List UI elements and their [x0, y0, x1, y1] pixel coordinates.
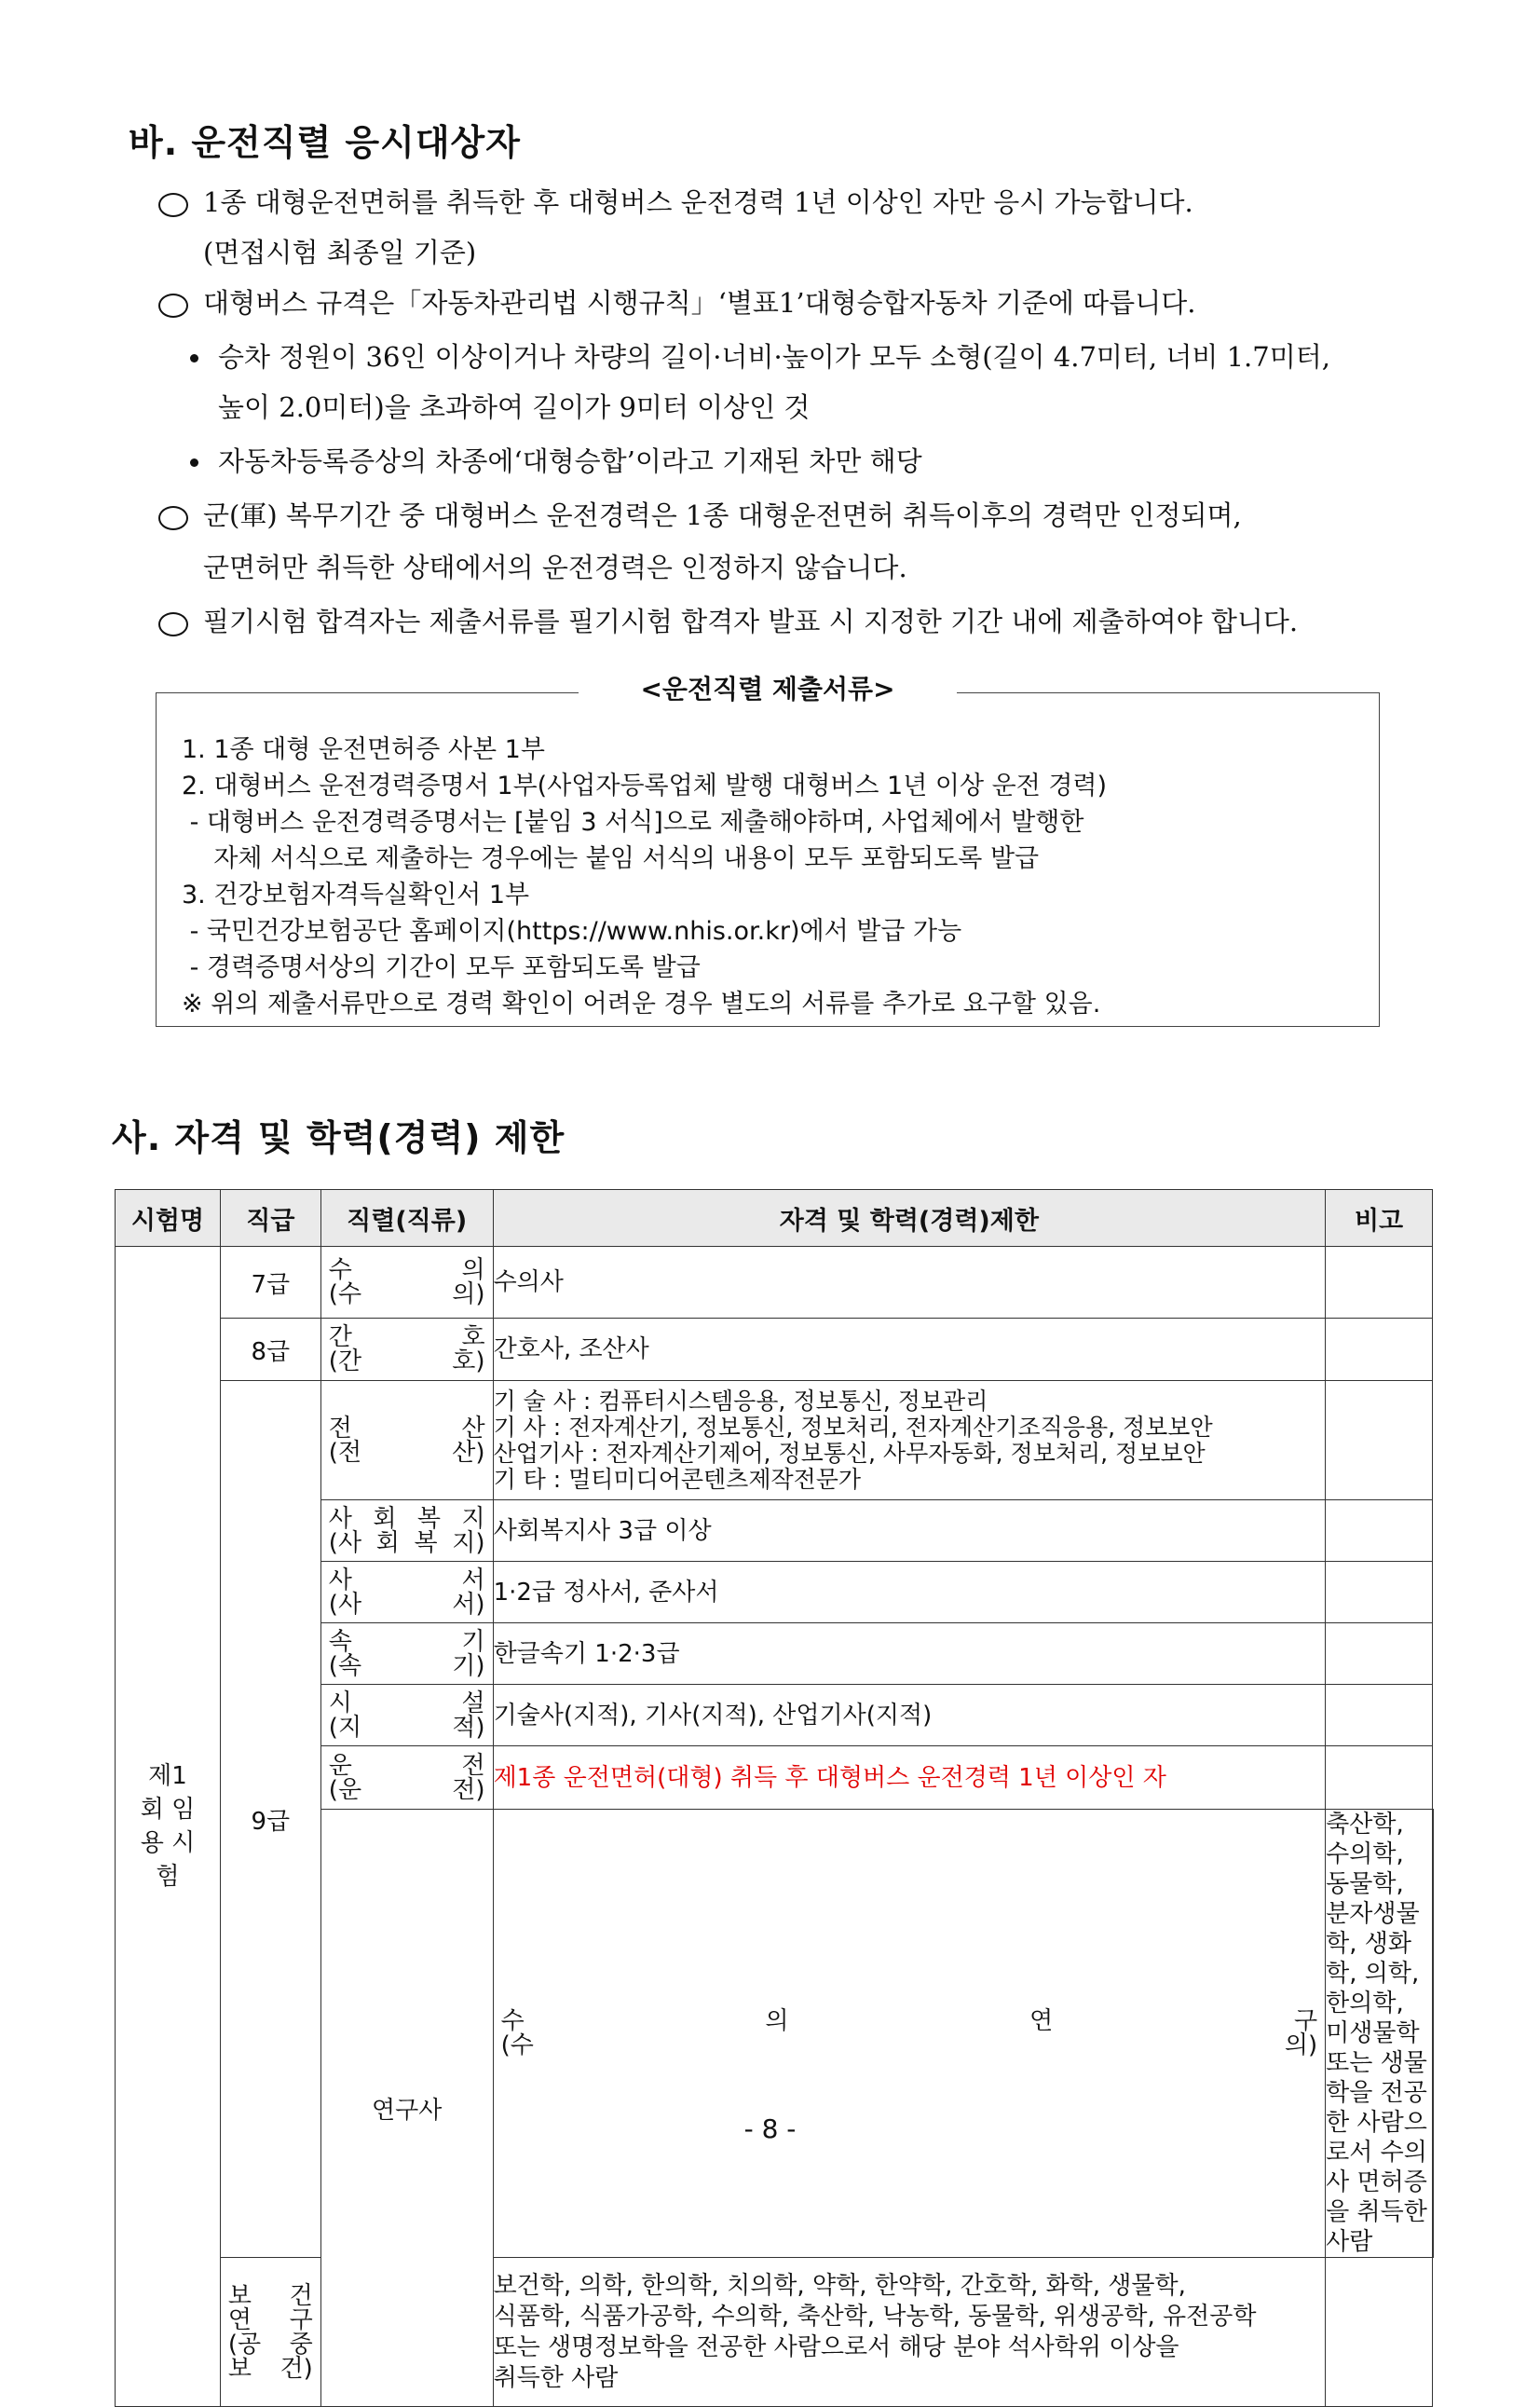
- position-cell: 속 기 (속 기): [320, 1623, 493, 1685]
- item-text: 높이 2.0미터)을 초과하여 길이가 9미터 이상인 것: [218, 391, 811, 423]
- grade-cell: 9급: [220, 1381, 320, 2258]
- header-cell: 자격 및 학력(경력)제한: [493, 1190, 1326, 1247]
- header-cell: 직급: [220, 1190, 320, 1247]
- remark-cell: [1326, 2258, 1433, 2407]
- doc-line: - 국민건강보험공단 홈페이지(https://www.nhis.or.kr)에서 발급 가능: [182, 917, 962, 946]
- requirement-cell: 보건학, 의학, 한의학, 치의학, 약학, 한약학, 간호학, 화학, 생물학, 식품학, 식품가공학, 수의학, 축산학, 낙농학, 동물학, 위생공학, 유전공학 또는 생명정보학을 전공한 사람으로서 해당 분야 석사학위 이상을 취득한 사람: [493, 2258, 1326, 2407]
- position-cell: 보 건 연 구 (공 중 보 건): [220, 2258, 320, 2407]
- item-text: 필기시험 합격자는 제출서류를 필기시험 합격자 발표 시 지정한 기간 내에 제출하여야 합니다.: [203, 606, 1299, 637]
- item-text: (면접시험 최종일 기준): [203, 237, 477, 268]
- requirement-cell: 한글속기 1·2·3급: [493, 1623, 1326, 1685]
- position-cell: 사 회 복 지 (사 회 복 지): [320, 1500, 493, 1562]
- circle-bullet-icon: [158, 294, 188, 318]
- remark-cell: [1326, 1319, 1433, 1381]
- doc-line: 2. 대형버스 운전경력증명서 1부(사업자등록업체 발행 대형버스 1년 이상 운전 경력): [182, 772, 1108, 800]
- remark-cell: [1326, 1381, 1433, 1500]
- position-cell: 전 산 (전 산): [320, 1381, 493, 1500]
- table-row: [116, 1381, 1434, 1500]
- item-text: 군면허만 취득한 상태에서의 운전경력은 인정하지 않습니다.: [203, 552, 907, 583]
- circle-bullet-icon: [158, 193, 188, 217]
- dot-bullet-icon: [190, 458, 198, 467]
- requirement-cell: 사회복지사 3급 이상: [493, 1500, 1326, 1562]
- position-cell: 시 설 (지 적): [320, 1685, 493, 1746]
- exam-name-cell: 제1회 임용 시험: [116, 1247, 221, 2407]
- position-cell: 운 전 (운 전): [320, 1746, 493, 1810]
- grade-cell: 연구사: [320, 1810, 493, 2407]
- requirement-cell: 1·2급 정사서, 준사서: [493, 1562, 1326, 1623]
- circle-bullet-icon: [158, 506, 188, 530]
- table-header-row: [116, 1190, 1434, 1247]
- requirement-cell: 축산학, 수의학, 동물학, 분자생물학, 생화학, 의학, 한의학, 미생물학 또는 생물학을 전공한 사람으로서 수의사 면허증을 취득한 사람: [1326, 1810, 1433, 2258]
- position-cell: 수 의 (수 의): [320, 1247, 493, 1319]
- remark-cell: [1326, 1247, 1433, 1319]
- requirement-cell: 기술사(지적), 기사(지적), 산업기사(지적): [493, 1685, 1326, 1746]
- header-cell: 비고: [1326, 1190, 1433, 1247]
- section-title-sa: 사. 자격 및 학력(경력) 제한: [112, 1117, 566, 1158]
- required-documents-box: [156, 674, 1380, 1027]
- table-row: [116, 2258, 1434, 2407]
- item-text: 자동차등록증상의 차종에‘대형승합’이라고 기재된 차만 해당: [218, 445, 922, 477]
- header-cell: 직렬(직류): [320, 1190, 493, 1247]
- position-cell: 수 의 연 구 (수 의): [493, 1810, 1326, 2258]
- item-text: 군(軍) 복무기간 중 대형버스 운전경력은 1종 대형운전면허 취득이후의 경력만 인정되며,: [203, 499, 1242, 531]
- page-number: - 8 -: [743, 2113, 797, 2144]
- position-cell: 사 서 (사 서): [320, 1562, 493, 1623]
- box-title: <운전직렬 제출서류>: [579, 674, 956, 704]
- circle-bullet-icon: [158, 612, 188, 636]
- item-text: 1종 대형운전면허를 취득한 후 대형버스 운전경력 1년 이상인 자만 응시 가능합니다.: [203, 186, 1193, 218]
- remark-cell: [1326, 1562, 1433, 1623]
- requirement-cell: 간호사, 조산사: [493, 1319, 1326, 1381]
- remark-cell: [1326, 1746, 1433, 1810]
- doc-line: - 대형버스 운전경력증명서는 [붙임 3 서식]으로 제출해야하며, 사업체에서 발행한: [182, 808, 1084, 837]
- section-title-ba: 바. 운전직렬 응시대상자: [129, 122, 521, 163]
- doc-line: ※ 위의 제출서류만으로 경력 확인이 어려운 경우 별도의 서류를 추가로 요구할 있음.: [182, 990, 1101, 1019]
- requirement-cell: 기 술 사 : 컴퓨터시스템응용, 정보통신, 정보관리 기 사 : 전자계산기, 정보통신, 정보처리, 전자계산기조직응용, 정보보안 산업기사 : 전자계산기제어, 정보통신, 사무자동화, 정보처리, 정보보안 기 타 : 멀티미디어콘텐츠제작전문가: [493, 1381, 1326, 1500]
- requirement-cell: 수의사: [493, 1247, 1326, 1319]
- doc-line: 자체 서식으로 제출하는 경우에는 붙임 서식의 내용이 모두 포함되도록 발급: [182, 844, 1040, 873]
- requirement-cell-highlighted: 제1종 운전면허(대형) 취득 후 대형버스 운전경력 1년 이상인 자: [493, 1746, 1326, 1810]
- qualification-table: [115, 1189, 1434, 2407]
- remark-cell: [1326, 1500, 1433, 1562]
- position-cell: 간 호 (간 호): [320, 1319, 493, 1381]
- table-row: [116, 1247, 1434, 1319]
- remark-cell: [1326, 1685, 1433, 1746]
- remark-cell: [1326, 1623, 1433, 1685]
- doc-line: 1. 1종 대형 운전면허증 사본 1부: [182, 735, 545, 764]
- item-text: 대형버스 규격은「자동차관리법 시행규칙」‘별표1’대형승합자동차 기준에 따릅니다.: [203, 287, 1196, 319]
- grade-cell: 7급: [220, 1247, 320, 1319]
- box-body: [182, 732, 1107, 1022]
- header-cell: 시험명: [116, 1190, 221, 1247]
- dot-bullet-icon: [190, 354, 198, 362]
- item-text: 승차 정원이 36인 이상이거나 차량의 길이·너비·높이가 모두 소형(길이 4.7미터, 너비 1.7미터,: [218, 341, 1330, 373]
- doc-line: 3. 건강보험자격득실확인서 1부: [182, 881, 530, 909]
- doc-line: - 경력증명서상의 기간이 모두 포함되도록 발급: [182, 953, 701, 982]
- table-row: [116, 1319, 1434, 1381]
- grade-cell: 8급: [220, 1319, 320, 1381]
- remark-cell: [1433, 1810, 1434, 2258]
